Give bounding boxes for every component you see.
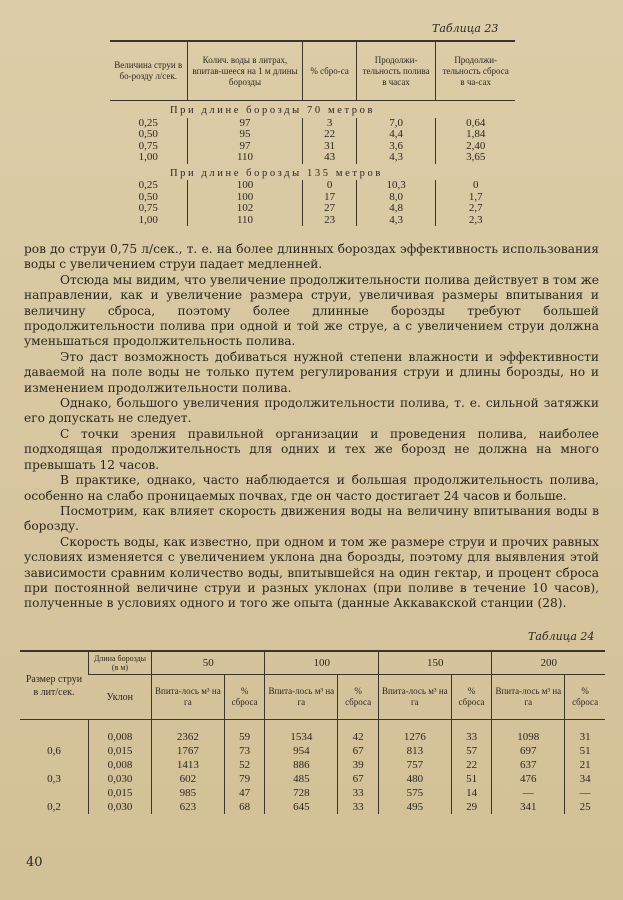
cell: 3,6 bbox=[356, 141, 436, 153]
cell: 575 bbox=[378, 786, 451, 800]
table-row bbox=[110, 203, 515, 215]
table-row bbox=[20, 758, 605, 772]
cell: 33 bbox=[338, 800, 379, 814]
t24-header-discharge: % сброса bbox=[565, 675, 605, 720]
t24-length-50: 50 bbox=[152, 651, 265, 675]
cell: 17 bbox=[303, 192, 356, 204]
cell: 0,75 bbox=[138, 202, 158, 214]
cell: 645 bbox=[265, 800, 338, 814]
cell: 2,3 bbox=[436, 215, 515, 227]
cell: 100 bbox=[187, 192, 303, 204]
t24-length-150: 150 bbox=[378, 651, 491, 675]
t23-header-discharge: % сбро-са bbox=[303, 41, 356, 101]
t23-header-discharge-duration: Продолжи-тельность сброса в ча-сах bbox=[436, 41, 515, 101]
cell: 34 bbox=[565, 772, 605, 786]
t24-length-200: 200 bbox=[492, 651, 605, 675]
cell: 14 bbox=[451, 786, 492, 800]
cell: 0,50 bbox=[138, 190, 158, 203]
cell: 1098 bbox=[492, 720, 565, 745]
cell: 954 bbox=[265, 744, 338, 758]
t23-section-title: При длине борозды 135 метров bbox=[170, 167, 383, 179]
cell: 39 bbox=[338, 758, 379, 772]
t24-body bbox=[20, 720, 605, 815]
table-row bbox=[20, 772, 605, 786]
cell: 73 bbox=[224, 744, 265, 758]
t24-header-discharge: % сброса bbox=[338, 675, 379, 720]
table-row bbox=[110, 192, 515, 204]
paragraph: ров до струи 0,75 л/сек., т. е. на более длинных бороздах эффективность использования воды с увеличением струи падает медленней. bbox=[24, 242, 599, 272]
cell: 7,0 bbox=[356, 118, 436, 130]
cell: 100 bbox=[187, 180, 303, 192]
cell: 27 bbox=[303, 203, 356, 215]
table-row bbox=[20, 786, 605, 800]
table-row bbox=[110, 215, 515, 227]
table-23 bbox=[110, 40, 515, 226]
paragraph: С точки зрения правильной организации и проведения полива, наиболее подходящая продолжительность для одних и тех же борозд не должна на много превышать 12 часов. bbox=[24, 426, 599, 472]
paragraph: Отсюда мы видим, что увеличение продолжительности полива действует в том же направлении, как и увеличение размера струи, увеличивая размеры впитывания и величину сброса, поэтому более длинные борозды требуют большей продолжительности полива при одной и той же струе, а с увеличением струи должна уменьшаться продолжительность полива. bbox=[24, 272, 599, 349]
cell: 1,00 bbox=[138, 213, 158, 226]
cell: 0,030 bbox=[89, 800, 152, 814]
cell: 0,50 bbox=[138, 128, 158, 140]
cell: 0,2 bbox=[47, 801, 61, 813]
cell: 697 bbox=[492, 744, 565, 758]
table-row bbox=[110, 118, 515, 130]
cell: 1,84 bbox=[436, 129, 515, 141]
cell: 95 bbox=[187, 129, 303, 141]
t24-header-length: Длина борозды (в м) bbox=[89, 651, 152, 675]
t24-header-discharge: % сброса bbox=[224, 675, 265, 720]
cell: 42 bbox=[338, 720, 379, 745]
table-24 bbox=[20, 650, 605, 814]
cell: 0,3 bbox=[47, 773, 61, 785]
cell: 985 bbox=[152, 786, 225, 800]
cell: 57 bbox=[451, 744, 492, 758]
cell: 1534 bbox=[265, 720, 338, 745]
cell: 0,25 bbox=[138, 116, 158, 129]
cell: 0,008 bbox=[89, 758, 152, 772]
cell: 47 bbox=[224, 786, 265, 800]
table-row bbox=[20, 800, 605, 814]
cell: 59 bbox=[224, 720, 265, 745]
cell: 1,7 bbox=[436, 192, 515, 204]
table-24-caption: Таблица 24 bbox=[528, 630, 595, 643]
cell: 33 bbox=[338, 786, 379, 800]
body-text bbox=[24, 242, 599, 612]
cell: 0,25 bbox=[138, 179, 158, 191]
cell: 51 bbox=[451, 772, 492, 786]
table-row bbox=[110, 180, 515, 192]
t23-section-title: При длине борозды 70 метров bbox=[170, 105, 376, 116]
t24-length-100: 100 bbox=[265, 651, 378, 675]
cell: 3,65 bbox=[436, 152, 515, 164]
cell: — bbox=[565, 786, 605, 800]
cell: 68 bbox=[224, 800, 265, 814]
paragraph: Однако, большого увеличения продолжительности полива, т. е. сильной затяжки его допускать не следует. bbox=[24, 396, 599, 426]
cell: 97 bbox=[187, 118, 303, 130]
cell: 4,3 bbox=[356, 215, 436, 227]
cell: 728 bbox=[265, 786, 338, 800]
t24-header-absorbed: Впита-лось м³ на га bbox=[492, 675, 565, 720]
cell: 29 bbox=[451, 800, 492, 814]
cell: 480 bbox=[378, 772, 451, 786]
t24-header-size: Размер струи в лит/сек. bbox=[25, 673, 83, 698]
cell: 43 bbox=[303, 152, 356, 164]
cell: 10,3 bbox=[356, 180, 436, 192]
cell: 79 bbox=[224, 772, 265, 786]
table-row bbox=[110, 129, 515, 141]
cell: 67 bbox=[338, 744, 379, 758]
t24-header-discharge: % сброса bbox=[451, 675, 492, 720]
page-number: 40 bbox=[26, 855, 43, 870]
paragraph: Скорость воды, как известно, при одном и том же размере струи и прочих равных условиях изменяется с увеличением уклона дна борозды, поэтому для выявления этой зависимости сравним количество воды, впитывшейся на один гектар, и процент сброса при постоянной величине струи и разных уклонах (при поливе в течение 10 часов), полученные в условиях одного и того же опыта (данные Аккавакской станции (28). bbox=[24, 534, 599, 611]
cell: 102 bbox=[187, 203, 303, 215]
paragraph: В практике, однако, часто наблюдается и большая продолжительность полива, особенно на слабо проницаемых почвах, где он часто достигает 24 часов и больше. bbox=[24, 473, 599, 503]
table-row bbox=[20, 720, 605, 745]
cell: 4,8 bbox=[356, 203, 436, 215]
cell: 476 bbox=[492, 772, 565, 786]
cell: 0,030 bbox=[89, 772, 152, 786]
cell: 3 bbox=[303, 118, 356, 130]
cell: 4,3 bbox=[356, 152, 436, 164]
cell: 0 bbox=[303, 180, 356, 192]
cell bbox=[20, 720, 89, 745]
cell: 0,64 bbox=[436, 118, 515, 130]
cell: 110 bbox=[187, 152, 303, 164]
cell: 52 bbox=[224, 758, 265, 772]
t24-header-absorbed: Впита-лось м³ на га bbox=[378, 675, 451, 720]
cell: 637 bbox=[492, 758, 565, 772]
cell: 110 bbox=[187, 215, 303, 227]
table-row bbox=[110, 152, 515, 164]
cell: 0,6 bbox=[47, 745, 61, 757]
t23-header-flow: Величина струи в бо-розду л/сек. bbox=[114, 60, 183, 81]
cell: 33 bbox=[451, 720, 492, 745]
cell: 886 bbox=[265, 758, 338, 772]
t24-header-slope: Уклон bbox=[106, 691, 133, 703]
paragraph: Посмотрим, как влияет скорость движения воды на величину впитывания воды в борозду. bbox=[24, 503, 599, 534]
paragraph: Это даст возможность добиваться нужной степени влажности и эффективности даваемой на поле воды не только путем регулирования струи и длины борозды, но и изменением продолжительности полива. bbox=[24, 349, 599, 395]
cell: 8,0 bbox=[356, 192, 436, 204]
cell: 1413 bbox=[152, 758, 225, 772]
cell: 602 bbox=[152, 772, 225, 786]
cell: 4,4 bbox=[356, 129, 436, 141]
cell bbox=[20, 758, 89, 772]
cell: 0,015 bbox=[89, 786, 152, 800]
table-row bbox=[20, 744, 605, 758]
t23-header-duration: Продолжи-тельность полива в часах bbox=[356, 41, 436, 101]
cell: 2,40 bbox=[436, 141, 515, 153]
cell: 0 bbox=[436, 180, 515, 192]
cell: 0,75 bbox=[138, 139, 158, 152]
cell: 813 bbox=[378, 744, 451, 758]
cell: 1276 bbox=[378, 720, 451, 745]
cell: 21 bbox=[565, 758, 605, 772]
table-23-caption: Таблица 23 bbox=[432, 22, 499, 35]
cell: 485 bbox=[265, 772, 338, 786]
cell: 0,015 bbox=[89, 744, 152, 758]
cell: 1767 bbox=[152, 744, 225, 758]
cell: 22 bbox=[451, 758, 492, 772]
cell: 2362 bbox=[152, 720, 225, 745]
t24-header-absorbed: Впита-лось м³ на га bbox=[152, 675, 225, 720]
t23-header-water: Колич. воды в литрах, впитав-шееся на 1 м длины борозды bbox=[187, 41, 303, 101]
cell bbox=[20, 786, 89, 800]
table-row bbox=[110, 141, 515, 153]
cell: 67 bbox=[338, 772, 379, 786]
cell: 97 bbox=[187, 141, 303, 153]
cell: 31 bbox=[565, 720, 605, 745]
t24-header-absorbed: Впита-лось м³ на га bbox=[265, 675, 338, 720]
cell: 1,00 bbox=[138, 151, 158, 163]
cell: 757 bbox=[378, 758, 451, 772]
cell: 22 bbox=[303, 129, 356, 141]
cell: 31 bbox=[303, 141, 356, 153]
cell: 2,7 bbox=[436, 203, 515, 215]
cell: 0,008 bbox=[89, 720, 152, 745]
cell: 23 bbox=[303, 215, 356, 227]
cell: — bbox=[492, 786, 565, 800]
cell: 341 bbox=[492, 800, 565, 814]
cell: 51 bbox=[565, 744, 605, 758]
cell: 25 bbox=[565, 800, 605, 814]
cell: 623 bbox=[152, 800, 225, 814]
cell: 495 bbox=[378, 800, 451, 814]
